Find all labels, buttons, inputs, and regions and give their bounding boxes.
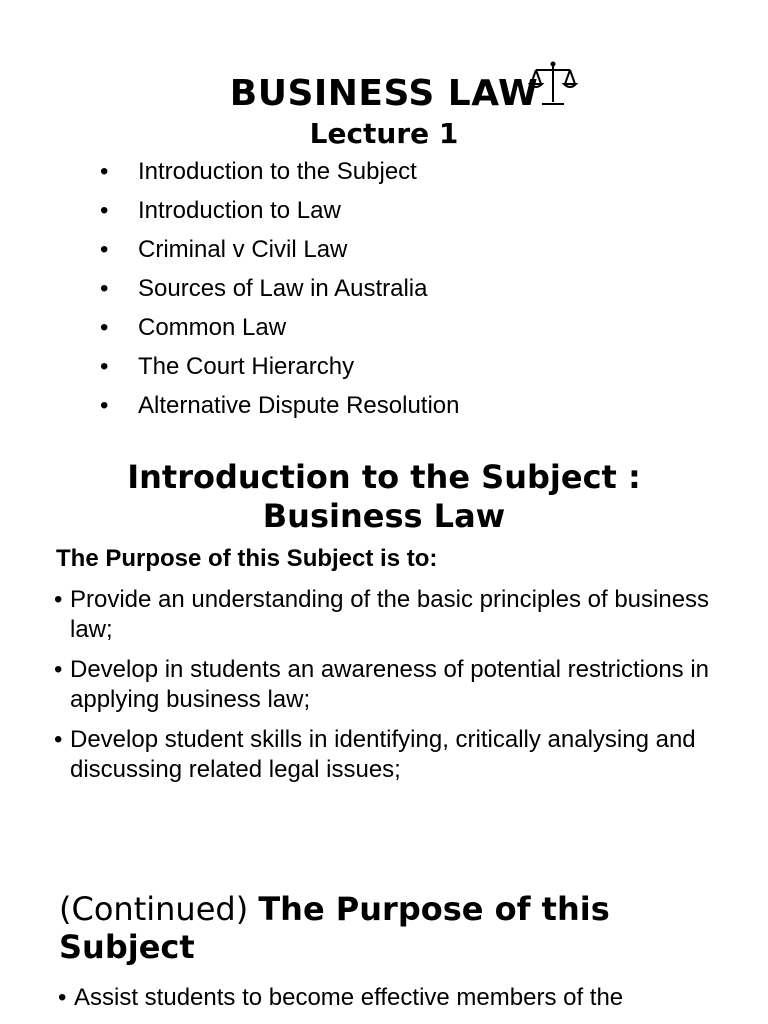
list-item: • Sources of Law in Australia: [100, 271, 460, 310]
continued-heading: [59, 890, 719, 966]
continued-prefix: (Continued): [59, 890, 259, 928]
purpose-list: [54, 585, 714, 795]
slide-title: BUSINESS LAW: [229, 73, 539, 114]
list-item: • Common Law: [100, 310, 460, 349]
section-heading-line: Business Law: [262, 497, 506, 535]
list-item: • Criminal v Civil Law: [100, 232, 460, 271]
continued-list: [58, 983, 718, 1013]
continued-heading-title: The Purpose of this Subject: [59, 890, 610, 966]
list-item: • Introduction to Law: [100, 193, 460, 232]
list-item: • Alternative Dispute Resolution: [100, 388, 460, 427]
list-item: • The Court Hierarchy: [100, 349, 460, 388]
list-item: • Introduction to the Subject: [100, 154, 460, 193]
section-heading: [0, 458, 768, 536]
list-item: • Develop student skills in identifying, critically analysing and discussing related legal issues;: [54, 725, 714, 785]
scales-of-justice-icon: [528, 60, 578, 110]
slide-subtitle: Lecture 1: [309, 117, 459, 150]
list-item: • Develop in students an awareness of potential restrictions in applying business law;: [54, 655, 714, 715]
list-item: • Provide an understanding of the basic principles of business law;: [54, 585, 714, 645]
topic-list: [100, 154, 460, 427]
section-heading-line: Introduction to the Subject :: [127, 458, 641, 496]
purpose-lead: The Purpose of this Subject is to:: [56, 545, 438, 572]
list-item: • Assist students to become effective members of the: [58, 983, 718, 1013]
